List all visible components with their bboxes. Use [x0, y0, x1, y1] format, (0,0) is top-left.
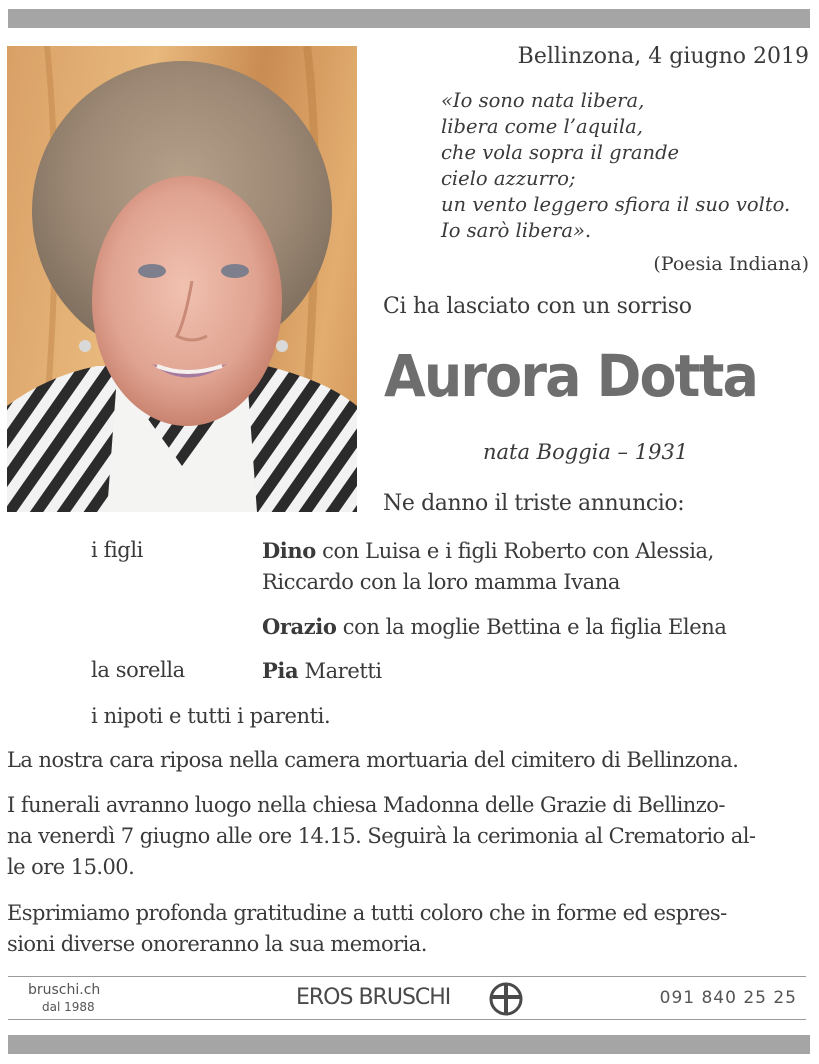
portrait-photo: [7, 46, 357, 512]
sister-name: Pia: [262, 658, 299, 683]
child1-rest: con Luisa e i figli Roberto con Alessia,: [315, 539, 714, 563]
child1-name: Dino: [262, 538, 316, 563]
bottom-bar: [8, 1035, 810, 1054]
poem: [441, 88, 790, 244]
footer-phone: 091 840 25 25: [659, 988, 797, 1008]
thanks-line-1: Esprimiamo profonda gratitudine a tutti coloro che in forme ed espres-: [7, 901, 727, 925]
intro-line: Ci ha lasciato con un sorriso: [383, 294, 692, 319]
funeral-line-3: le ore 15.00.: [7, 855, 135, 879]
poem-line: un vento leggero sfiora il suo volto.: [441, 193, 791, 216]
deceased-name: Aurora Dotta: [384, 342, 758, 410]
announce-line: Ne danno il triste annuncio:: [383, 491, 685, 516]
rest-paragraph: La nostra cara riposa nella camera mortuaria del cimitero di Bellinzona.: [7, 748, 739, 772]
footer-website: bruschi.ch: [28, 982, 101, 998]
top-bar: [8, 9, 810, 28]
footer-divider-top: [8, 976, 806, 977]
cross-logo-icon: [488, 981, 524, 1021]
funeral-line-1: I funerali avranno luogo nella chiesa Madonna delle Grazie di Bellinzo-: [7, 793, 725, 817]
child1-line2: Riccardo con la loro mamma Ivana: [262, 570, 620, 594]
poem-line: libera come l’aquila,: [441, 115, 643, 138]
thanks-line-2: sioni diverse onoreranno la sua memoria.: [7, 932, 427, 956]
poem-line: cielo azzurro;: [441, 167, 576, 190]
footer-brand: EROS BRUSCHI: [296, 985, 451, 1010]
sister-line: [262, 658, 382, 683]
child2-line: [262, 614, 726, 639]
sister-label: la sorella: [91, 658, 185, 682]
child2-name: Orazio: [262, 614, 337, 639]
child1-line1: [262, 538, 714, 563]
children-label: i figli: [91, 538, 143, 562]
others-line: i nipoti e tutti i parenti.: [91, 704, 331, 728]
poem-source: (Poesia Indiana): [653, 253, 809, 275]
poem-line: «Io sono nata libera,: [441, 89, 645, 112]
poem-line: Io sarò libera».: [441, 219, 592, 242]
footer-divider-bottom: [8, 1019, 806, 1020]
sister-rest: Maretti: [298, 659, 382, 683]
poem-line: che vola sopra il grande: [441, 141, 680, 164]
child2-rest: con la moglie Bettina e la figlia Elena: [336, 615, 727, 639]
footer-since: dal 1988: [42, 1000, 95, 1014]
funeral-line-2: na venerdì 7 giugno alle ore 14.15. Seguirà la cerimonia al Crematorio al-: [7, 824, 756, 848]
birth-info: nata Boggia – 1931: [483, 440, 689, 464]
date-place: Bellinzona, 4 giugno 2019: [517, 44, 809, 69]
